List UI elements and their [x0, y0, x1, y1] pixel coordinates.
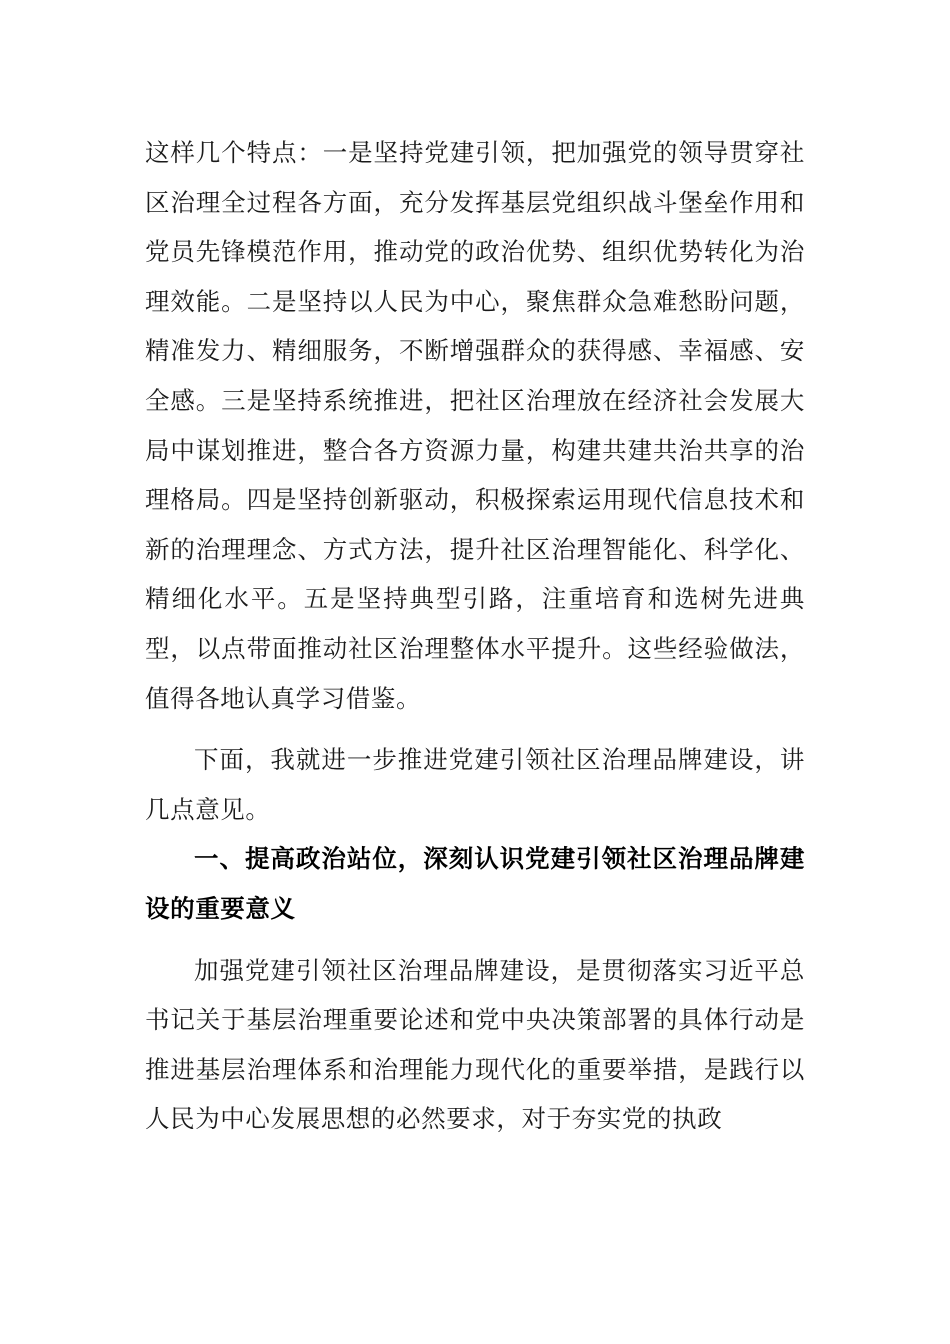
paragraph-characteristics: 这样几个特点：一是坚持党建引领，把加强党的领导贯穿社区治理全过程各方面，充分发挥基层党组织战斗堡垒作用和党员先锋模范作用，推动党的政治优势、组织优势转化为治理效能。二是坚持以人民为中心，聚焦群众急难愁盼问题，精准发力、精细服务，不断增强群众的获得感、幸福感、安全感。三是坚持系统推进，把社区治理放在经济社会发展大局中谋划推进，整合各方资源力量，构建共建共治共享的治理格局。四是坚持创新驱动，积极探索运用现代信息技术和新的治理理念、方式方法，提升社区治理智能化、科学化、精细化水平。五是坚持典型引路，注重培育和选树先进典型，以点带面推动社区治理整体水平提升。这些经验做法，值得各地认真学习借鉴。 [145, 138, 805, 713]
paragraph-significance: 加强党建引领社区治理品牌建设，是贯彻落实习近平总书记关于基层治理重要论述和党中央决策部署的具体行动是推进基层治理体系和治理能力现代化的重要举措，是践行以人民为中心发展思想的必然要求，对于夯实党的执政 [145, 955, 805, 1134]
paragraph-introduction: 下面，我就进一步推进党建引领社区治理品牌建设，讲几点意见。 [145, 745, 805, 824]
section-heading-1: 一、提高政治站位，深刻认识党建引领社区治理品牌建设的重要意义 [145, 844, 805, 923]
document-body [145, 128, 805, 1144]
